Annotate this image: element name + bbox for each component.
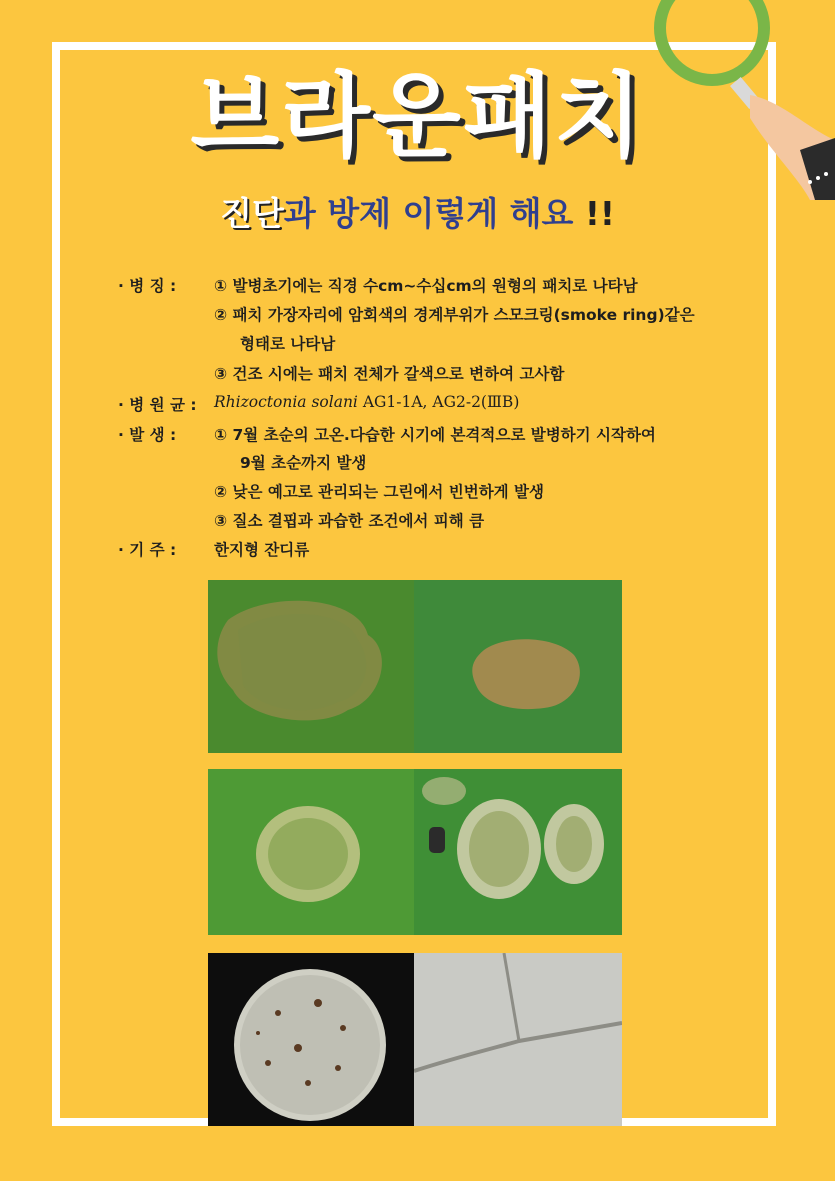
symptom-2-cont: 형태로 나타남 [240, 335, 336, 353]
pathogen-name: Rhizoctonia solani [214, 393, 358, 411]
host-value: 한지형 잔디류 [214, 541, 310, 559]
pathogen-value [214, 393, 519, 411]
symptom-1: ① 발병초기에는 직경 수cm~수십cm의 원형의 패치로 나타남 [214, 277, 638, 295]
subtitle-part-4: !! [584, 194, 615, 233]
occurrence-1-cont: 9월 초순까지 발생 [240, 454, 367, 472]
subtitle-part-1: 진단 [220, 194, 284, 233]
page-subtitle [0, 190, 835, 238]
photo-brown-patch [414, 580, 622, 753]
photo-hyphae [414, 953, 622, 1126]
occurrence-1: ① 7월 초순의 고온.다습한 시기에 본격적으로 발병하기 시작하여 [214, 426, 656, 444]
page-title: 브라운패치 [190, 63, 645, 170]
occurrence-3: ③ 질소 결핍과 과습한 조건에서 피해 큼 [214, 512, 485, 530]
symptom-2: ② 패치 가장자리에 암회색의 경계부위가 스모크링(smoke ring)같은 [214, 306, 695, 324]
host-label: · 기 주 : [118, 541, 177, 559]
pathogen-group: AG1-1A, AG2-2(ⅢB) [357, 393, 520, 411]
photo-petri-dish [208, 953, 414, 1126]
occurrence-2: ② 낮은 예고로 관리되는 그린에서 빈번하게 발생 [214, 483, 544, 501]
subtitle-part-2: 과 방제 [283, 194, 403, 233]
subtitle-part-3: 이렇게 해요 [402, 194, 585, 233]
symptom-label: · 병 징 : [118, 277, 177, 295]
occurrence-label: · 발 생 : [118, 426, 177, 444]
pathogen-label: · 병 원 균 : [118, 396, 197, 414]
photo-dry-patches [414, 769, 622, 935]
photo-smoke-ring [208, 769, 414, 935]
symptom-3: ③ 건조 시에는 패치 전체가 갈색으로 변하여 고사함 [214, 365, 565, 383]
photo-early-patch [208, 580, 414, 753]
